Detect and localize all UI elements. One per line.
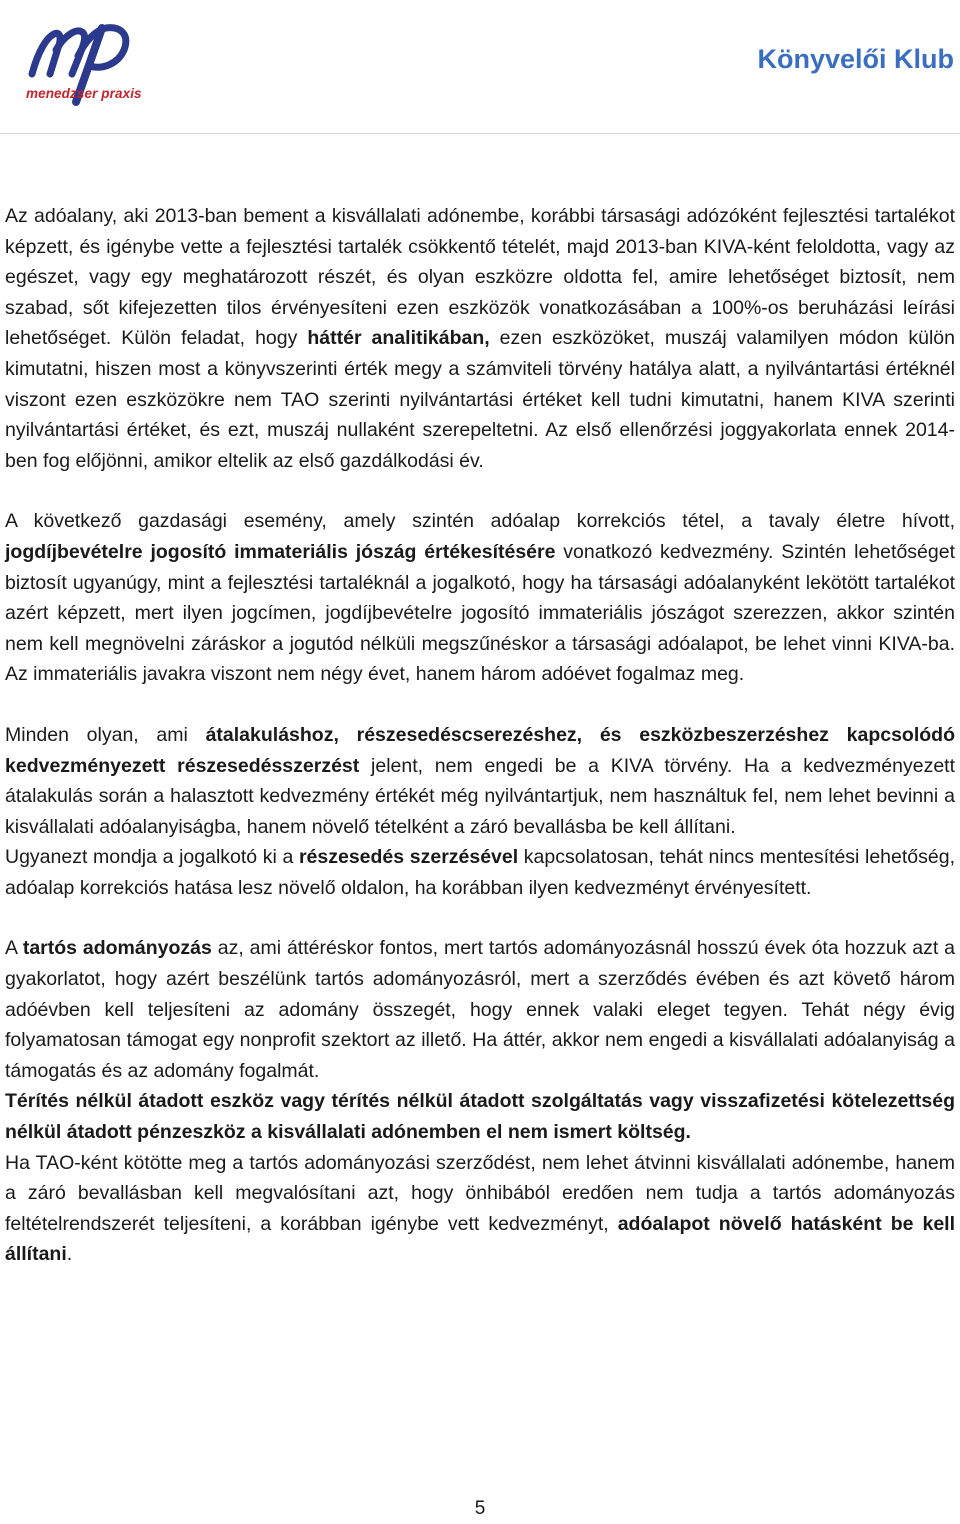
paragraph-1: [5, 201, 955, 476]
bold-text: részesedés szerzésével: [298, 846, 519, 869]
bold-text: Térítés nélkül átadott eszköz vagy térítés nélkül átadott szolgáltatás vagy visszafizetési kötelezettség nélkül átadott pénzeszköz a kisvállalati adónemben el nem ismert költség.: [5, 1090, 955, 1144]
page-number: 5: [474, 1498, 486, 1519]
paragraph-text: Minden olyan, ami: [5, 723, 206, 746]
paragraph-text: Ugyanezt mondja a jogalkotó ki a: [5, 846, 299, 869]
paragraph-text: Ha TAO-ként kötötte meg a tartós adományozási szerződést, nem lehet átvinni kisvállalati adónembe, hanem a záró bevallásban kell megvalósítani azt, hogy önhibából eredően nem tudja a tartós adományozás feltételrendszerét teljesíteni, a korábban igénybe vett kedvezményt,: [5, 1151, 955, 1235]
bold-text: adóalapot növelő hatásként be kell állítani: [5, 1212, 955, 1266]
paragraph-4: [5, 842, 955, 903]
bold-text: jogdíjbevételre jogosító immateriális jószág értékesítésére: [5, 540, 556, 563]
paragraph-text: A következő gazdasági esemény, amely szintén adóalap korrekciós tétel, a tavaly életre hívott,: [5, 510, 955, 533]
bold-text: háttér analitikában,: [307, 327, 490, 350]
paragraph-text: Külön feladat, hogy: [121, 327, 308, 350]
paragraph-5: [5, 933, 955, 1086]
logo-text: menedzser praxis: [26, 86, 142, 101]
paragraph-6: [5, 1086, 955, 1147]
paragraph-text: vonatkozó kedvezmény. Szintén lehetőséget biztosít ugyanúgy, mint a fejlesztési tartaléknál a jogalkotó, hogy ha társasági adóalanyként lekötött tartalékot azért képzett, mert ilyen jogcímen, jogdíjbevételre jogosító immateriális jószágot szerezzen, akkor szintén nem kell megnövelni záráskor a jogutód nélküli megszűnéskor a társasági adóalapot, be lehet vinni KIVA-ba. Az immateriális javakra viszont nem négy évet, hanem három adóévet fogalmaz meg.: [5, 540, 955, 686]
club-title: Könyvelői Klub: [757, 44, 954, 74]
paragraph-text: jelent, nem engedi be a KIVA törvény. Ha a kedvezményezett átalakulás során a halasztott kedvezmény értékét még nyilvántartjuk, nem használtuk fel, nem lehet bevinni a kisvállalati adóalanyiságba, hanem növelő tételként a záró bevallásba be kell állítani.: [5, 754, 956, 838]
paragraph-text: kapcsolatosan, tehát nincs mentesítési lehetőség, adóalap korrekciós hatása lesz növelő oldalon, ha korábban ilyen kedvezményt érvényesített.: [5, 846, 955, 899]
bold-text: tartós adományozás: [22, 937, 212, 960]
paragraph-text: Az adóalany, aki 2013-ban bement a kisvállalati adónembe, korábbi társasági adózóként fejlesztési tartalékot képzett, és igénybe vette a fejlesztési tartalék csökkentő tételét, majd 2013-ban KIVA-ként feloldotta, vagy az egészet, vagy egy meghatározott részét, és olyan eszközre oldotta fel, amire lehetőséget biztosít, nem szabad, sőt kifejezetten tilos érvényesíteni ezen eszközök vonatkozásában a 100%-os beruházási leírási lehetőséget.: [5, 205, 955, 350]
paragraph-2: [5, 506, 955, 690]
paragraph-text: ezen eszközöket, muszáj valamilyen módon külön kimutatni, hiszen most a könyvszerinti érték megy a számviteli törvény hatálya alatt, a nyilvántartási értéknél viszont ezen eszközökre nem TAO szerinti nyilvántartási értéket kell tudni kimutatni, hanem KIVA szerinti nyilvántartási értéket, és ezt, muszáj nullaként szerepeltetni. Az első ellenőrzési joggyakorlata ennek 2014-ben fog előjönni, amikor eltelik az első gazdálkodási év.: [5, 327, 955, 472]
paragraph-text: .: [66, 1243, 73, 1266]
paragraph-3: [5, 720, 955, 842]
paragraph-text: A: [5, 937, 23, 960]
document-body: [5, 201, 955, 1270]
bold-text: átalakuláshoz, részesedéscserezéshez, és eszközbeszerzéshez kapcsolódó kedvezményezett részesedésszerzést: [5, 723, 955, 777]
paragraph-7: [5, 1148, 955, 1270]
paragraph-text: az, ami áttéréskor fontos, mert tartós adományozásnál hosszú évek óta hozzuk azt a gyakorlatot, hogy azért beszélünk tartós adományozásról, mert a szerződés évében és azt követő három adóévben kell teljesíteni az adomány összegét, hogy ennek valaki eleget tegyen. Tehát négy évig folyamatosan támogat egy nonprofit szektort az illető. Ha áttér, akkor nem engedi a kisvállalati adóalanyiság a támogatás és az adomány fogalmát.: [5, 937, 955, 1082]
page-header: [0, 0, 960, 135]
header-divider: [0, 133, 960, 134]
